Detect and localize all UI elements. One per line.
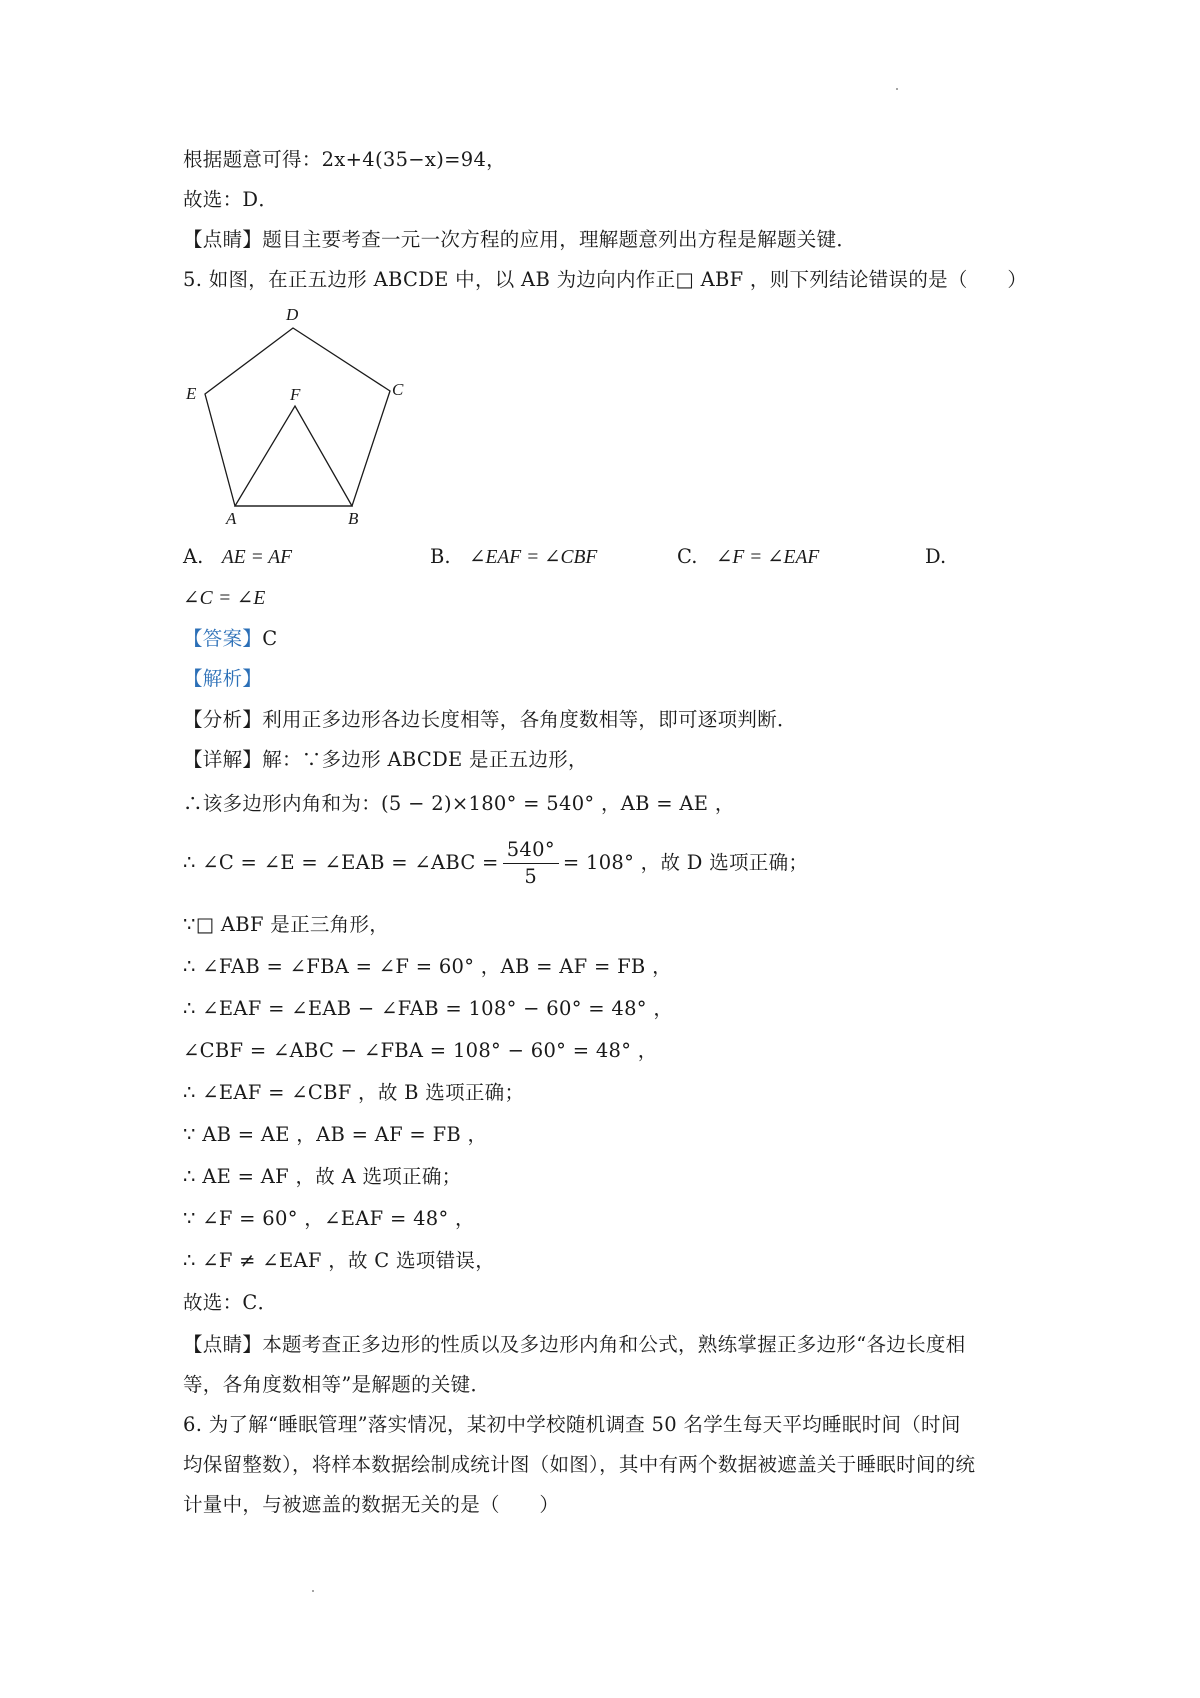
detail-line-12: ∴ ∠F ≠ ∠EAF ，故 C 选项错误， <box>183 1249 496 1272</box>
question-6-line-3: 计量中，与被遮盖的数据无关的是（ ） <box>183 1493 560 1516</box>
question-5: 5. 如图，在正五边形 ABCDE 中，以 AB 为边向内作正□ ABF ，则下列结论错误的是（ ） <box>183 268 1028 291</box>
detail-line-1: 【详解】解：∵多边形 ABCDE 是正五边形， <box>183 748 588 771</box>
detail-line-4: ∵□ ABF 是正三角形， <box>183 913 390 936</box>
detail-3-suffix: = 108° ，故 D 选项正确； <box>562 851 809 874</box>
option-d-value: ∠C = ∠E <box>183 588 266 609</box>
detail-line-11: ∵ ∠F = 60° ，∠EAF = 48° ， <box>183 1207 475 1230</box>
label-e: E <box>186 384 197 403</box>
detail-line-9: ∵ AB = AE ，AB = AF = FB ， <box>183 1123 488 1146</box>
fraction-denominator: 5 <box>524 864 538 888</box>
option-b-key: B. <box>430 545 451 568</box>
answer-tag: 【答案】 <box>183 627 263 650</box>
detail-line-3 <box>183 833 808 893</box>
choice-line: 故选：D． <box>183 188 279 211</box>
scan-dot <box>896 88 898 90</box>
label-f: F <box>290 385 301 404</box>
triangle-abf <box>235 406 352 506</box>
analysis-summary: 【分析】利用正多边形各边长度相等，各角度数相等，即可逐项判断． <box>183 708 797 731</box>
detail-line-7: ∠CBF = ∠ABC − ∠FBA = 108° − 60° = 48° ， <box>183 1039 658 1062</box>
dianjing-line-2: 等，各角度数相等”是解题的关键． <box>183 1373 491 1396</box>
dianjing-text: 题目主要考查一元一次方程的应用，理解题意列出方程是解题关键． <box>262 228 857 251</box>
question-6-line-2: 均保留整数），将样本数据绘制成统计图（如图），其中有两个数据被遮盖关于睡眠时间的统 <box>183 1453 976 1476</box>
detail-line-8: ∴ ∠EAF = ∠CBF ，故 B 选项正确； <box>183 1081 525 1104</box>
equation-line: 根据题意可得：2x+4(35−x)=94， <box>183 148 506 171</box>
detail-line-13: 故选：C． <box>183 1291 278 1314</box>
fraction-numerator: 540° <box>503 837 559 864</box>
option-a-key: A. <box>183 545 204 568</box>
label-a: A <box>226 509 237 528</box>
pentagon-abcde <box>205 328 390 506</box>
option-b-value: ∠EAF = ∠CBF <box>469 547 598 568</box>
detail-3-prefix: ∴ ∠C = ∠E = ∠EAB = ∠ABC = <box>183 851 499 874</box>
option-b <box>430 543 597 572</box>
detail-line-2: ∴该多边形内角和为：(5 − 2)×180° = 540° ，AB = AE ， <box>183 792 735 815</box>
option-d <box>925 543 946 571</box>
label-b: B <box>348 509 359 528</box>
option-d-key: D. <box>925 545 947 568</box>
analysis-tag: 【解析】 <box>183 667 263 690</box>
dianjing-tag: 【点睛】 <box>183 228 263 251</box>
detail-line-10: ∴ AE = AF ，故 A 选项正确； <box>183 1165 462 1188</box>
scan-dot <box>312 1590 314 1592</box>
answer-value: C <box>262 627 278 650</box>
detail-line-5: ∴ ∠FAB = ∠FBA = ∠F = 60° ，AB = AF = FB ， <box>183 955 672 978</box>
option-a-value: AE = AF <box>221 547 293 568</box>
option-a <box>183 543 292 572</box>
option-c <box>677 543 819 572</box>
dianjing-line <box>183 226 856 254</box>
label-c: C <box>392 380 404 399</box>
label-d: D <box>286 306 299 324</box>
option-c-value: ∠F = ∠EAF <box>716 547 820 568</box>
detail-line-6: ∴ ∠EAF = ∠EAB − ∠FAB = 108° − 60° = 48° ， <box>183 997 674 1020</box>
pentagon-figure <box>180 306 420 536</box>
dianjing-line-1: 【点睛】本题考查正多边形的性质以及多边形内角和公式，熟练掌握正多边形“各边长度相 <box>183 1333 966 1356</box>
question-6-line-1: 6. 为了解“睡眠管理”落实情况，某初中学校随机调查 50 名学生每天平均睡眠时间（时间 <box>183 1413 961 1436</box>
fraction <box>503 837 559 890</box>
option-c-key: C. <box>677 545 698 568</box>
answer-line <box>183 625 277 653</box>
